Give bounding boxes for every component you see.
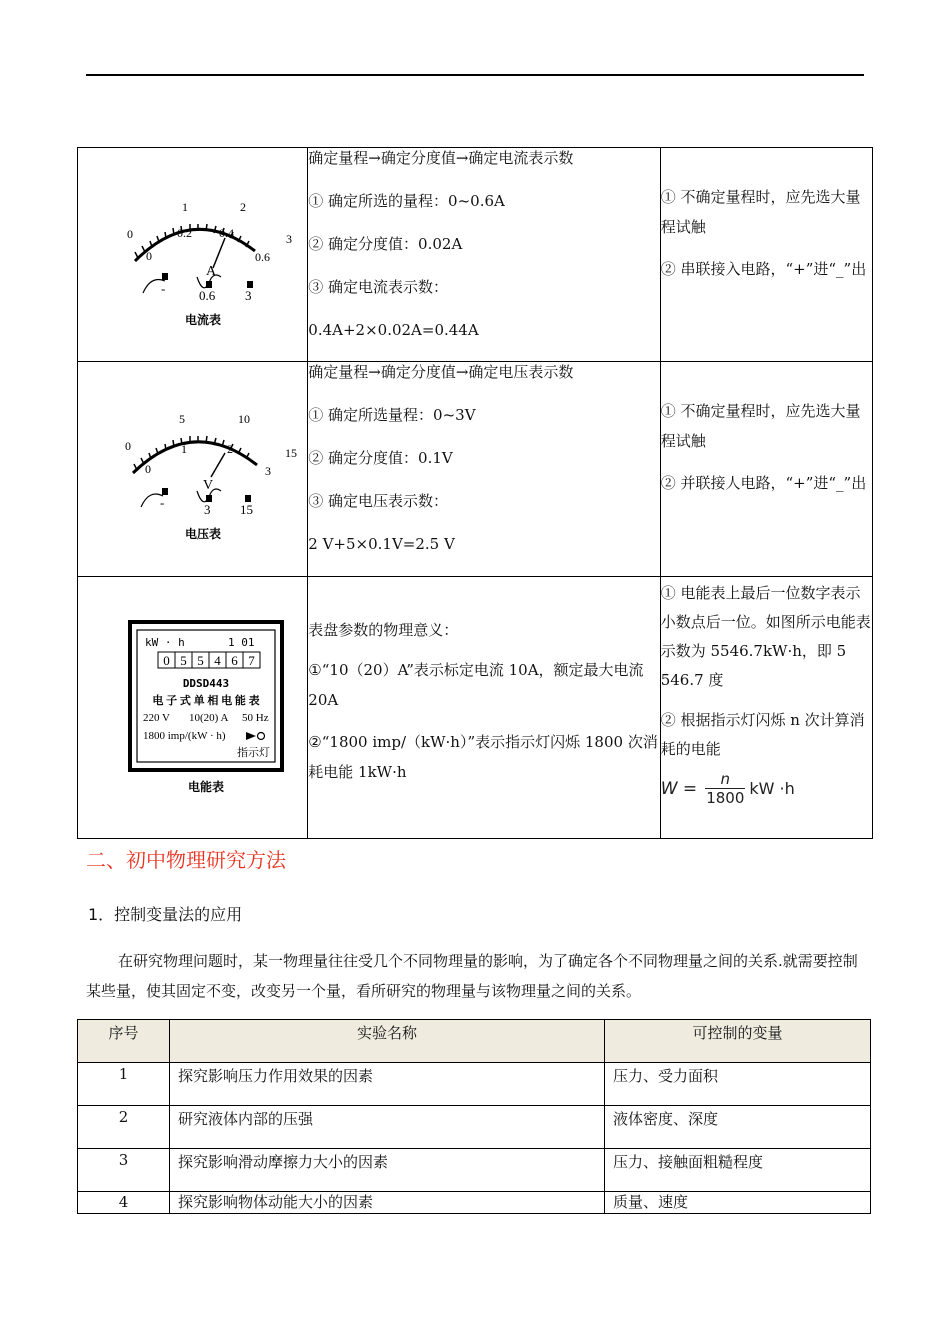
energy-step-2: ②“1800 imp/（kW·h）”表示指示灯闪烁 1800 次消耗电能 1kW·h (308, 733, 658, 781)
ammeter-bottom-3: 0.6 (254, 249, 270, 264)
energy-rating-freq: 50 Hz (241, 711, 269, 724)
energy-digit-3: 4 (213, 652, 221, 668)
energy-rating-voltage: 220 V (142, 711, 170, 724)
intro-paragraph: 在研究物理问题时，某一物理量往往受几个不同物理量的影响，为了确定各个不同物理量之间的关系.就需要控制某些量，使其固定不变，改变另一个量，看所研究的物理量与该物理量之间的关系。 (86, 952, 858, 1000)
ammeter-step-4: 0.4A+2×0.02A=0.44A (308, 321, 479, 339)
row-experiment: 探究影响压力作用效果的因素 (170, 1063, 605, 1106)
formula-denominator: 1800 (706, 789, 745, 807)
header-index: 序号 (78, 1020, 170, 1063)
row-index: 1 (78, 1063, 170, 1106)
voltmeter-terminal-neg: - (159, 495, 164, 510)
energy-digit-1: 5 (179, 652, 187, 668)
ammeter-terminal-06: 0.6 (198, 287, 215, 303)
voltmeter-terminal-3: 3 (203, 502, 211, 517)
energy-imp: 1800 imp/(kW · h) (142, 729, 226, 742)
row-index: 3 (78, 1149, 170, 1192)
header-variables: 可控制的变量 (605, 1020, 871, 1063)
energy-note-1: ② 根据指示灯闪烁 n 次计算消耗的电能 (660, 711, 865, 758)
voltmeter-step-0: 确定量程→确定分度值→确定电压表示数 (308, 363, 574, 381)
formula-numerator: n (720, 770, 731, 788)
energy-steps (308, 577, 660, 839)
voltmeter-step-4: 2 V+5×0.1V=2.5 V (308, 535, 455, 553)
formula-unit: kW ·h (749, 779, 795, 798)
voltmeter-bottom-1: 1 (180, 442, 187, 456)
voltmeter-steps (308, 362, 660, 577)
ammeter-terminal-3: 3 (244, 287, 252, 303)
voltmeter-symbol: V (202, 478, 213, 493)
energy-meter-figure (78, 577, 308, 839)
ammeter-step-1: ① 确定所选的量程：0~0.6A (308, 192, 505, 210)
row-variables: 质量、速度 (605, 1192, 871, 1214)
voltmeter-figure (78, 362, 308, 577)
ammeter-top-0: 0 (126, 226, 133, 241)
energy-digit-0: 0 (162, 652, 170, 668)
variables-table (77, 1019, 871, 1214)
row-variables: 液体密度、深度 (605, 1106, 871, 1149)
voltmeter-note-0: ① 不确定量程时，应先选大量程试触 (660, 402, 861, 450)
table-row (78, 1106, 871, 1149)
ammeter-bottom-0: 0 (145, 248, 152, 263)
energy-meter-caption: 电能表 (187, 779, 224, 794)
row-index: 4 (78, 1192, 170, 1214)
voltmeter-top-3: 15 (284, 446, 297, 460)
energy-step-1: ①“10（20）A”表示标定电流 10A，额定最大电流 20A (308, 661, 644, 709)
ammeter-caption: 电流表 (184, 312, 221, 327)
energy-formula (661, 770, 872, 807)
voltmeter-notes (660, 362, 872, 577)
formula-lhs: W = (660, 778, 698, 799)
energy-lamp-label: 指示灯 (236, 746, 270, 759)
voltmeter-top-0: 0 (124, 439, 131, 453)
ammeter-figure (78, 148, 308, 362)
ammeter-steps (308, 148, 660, 362)
table-row (78, 1192, 871, 1214)
ammeter-step-3: ③ 确定电流表示数： (308, 278, 449, 296)
ammeter-row (78, 148, 873, 362)
energy-rating-current: 10(20) A (188, 711, 229, 724)
row-index: 2 (78, 1106, 170, 1149)
voltmeter-terminal-15: 15 (239, 502, 253, 517)
energy-meter-face (93, 606, 293, 806)
voltmeter-bottom-2: 2 (226, 442, 233, 456)
ammeter-terminal-neg: - (160, 280, 165, 296)
instrument-table (77, 147, 873, 839)
energy-step-0: 表盘参数的物理意义： (308, 621, 459, 639)
ammeter-step-0: 确定量程→确定分度值→确定电流表示数 (308, 149, 574, 167)
ammeter-step-2: ② 确定分度值：0.02A (308, 235, 463, 253)
energy-unit: kW · h (144, 635, 185, 649)
voltmeter-dial (93, 377, 297, 557)
energy-notes (660, 577, 872, 839)
ammeter-top-2: 2 (239, 199, 246, 214)
voltmeter-step-3: ③ 确定电压表示数： (308, 492, 449, 510)
section-title: 二、初中物理研究方法 (86, 848, 286, 872)
row-experiment: 探究影响滑动摩擦力大小的因素 (170, 1149, 605, 1192)
voltmeter-top-1: 5 (178, 412, 185, 426)
row-variables: 压力、接触面粗糙程度 (605, 1149, 871, 1192)
ammeter-bottom-1: 0.2 (176, 225, 192, 240)
energy-name: 电 子 式 单 相 电 能 表 (152, 694, 260, 707)
ammeter-notes (660, 148, 872, 362)
energy-code: 1 01 (227, 635, 255, 649)
row-experiment: 探究影响物体动能大小的因素 (170, 1192, 605, 1214)
voltmeter-bottom-3: 3 (264, 464, 271, 478)
voltmeter-bottom-0: 0 (144, 462, 151, 476)
energy-digit-5: 7 (247, 652, 255, 668)
indicator-lamp-icon (257, 732, 264, 739)
voltmeter-caption: 电压表 (184, 527, 221, 541)
subsection-title: 1．控制变量法的应用 (88, 905, 243, 924)
voltmeter-note-1: ② 并联接人电路，“+”进“_”出 (660, 474, 867, 492)
ammeter-top-1: 1 (181, 199, 188, 214)
row-experiment: 研究液体内部的压强 (170, 1106, 605, 1149)
header-experiment: 实验名称 (170, 1020, 605, 1063)
voltmeter-step-2: ② 确定分度值：0.1V (308, 449, 453, 467)
energy-meter-row (78, 577, 873, 839)
energy-digit-2: 5 (196, 652, 204, 668)
row-variables: 压力、受力面积 (605, 1063, 871, 1106)
ammeter-note-0: ① 不确定量程时，应先选大量程试触 (660, 188, 861, 236)
energy-digit-4: 6 (230, 652, 238, 668)
ammeter-dial (93, 163, 293, 343)
voltmeter-step-1: ① 确定所选量程：0~3V (308, 406, 476, 424)
header-rule (86, 74, 864, 76)
table-row (78, 1149, 871, 1192)
ammeter-top-3: 3 (285, 231, 292, 246)
energy-note-0: ① 电能表上最后一位数字表示小数点后一位。如图所示电能表示数为 5546.7kW·h，即 5 546.7 度 (660, 584, 871, 689)
ammeter-note-1: ② 串联接入电路，“+”进“_”出 (660, 260, 867, 278)
table-header-row (78, 1020, 871, 1063)
ammeter-symbol: A (205, 263, 216, 279)
energy-model: DDSD443 (182, 676, 229, 690)
ammeter-bottom-2: 0.4 (218, 225, 234, 240)
voltmeter-row (78, 362, 873, 577)
voltmeter-top-2: 10 (237, 412, 250, 426)
table-row (78, 1063, 871, 1106)
